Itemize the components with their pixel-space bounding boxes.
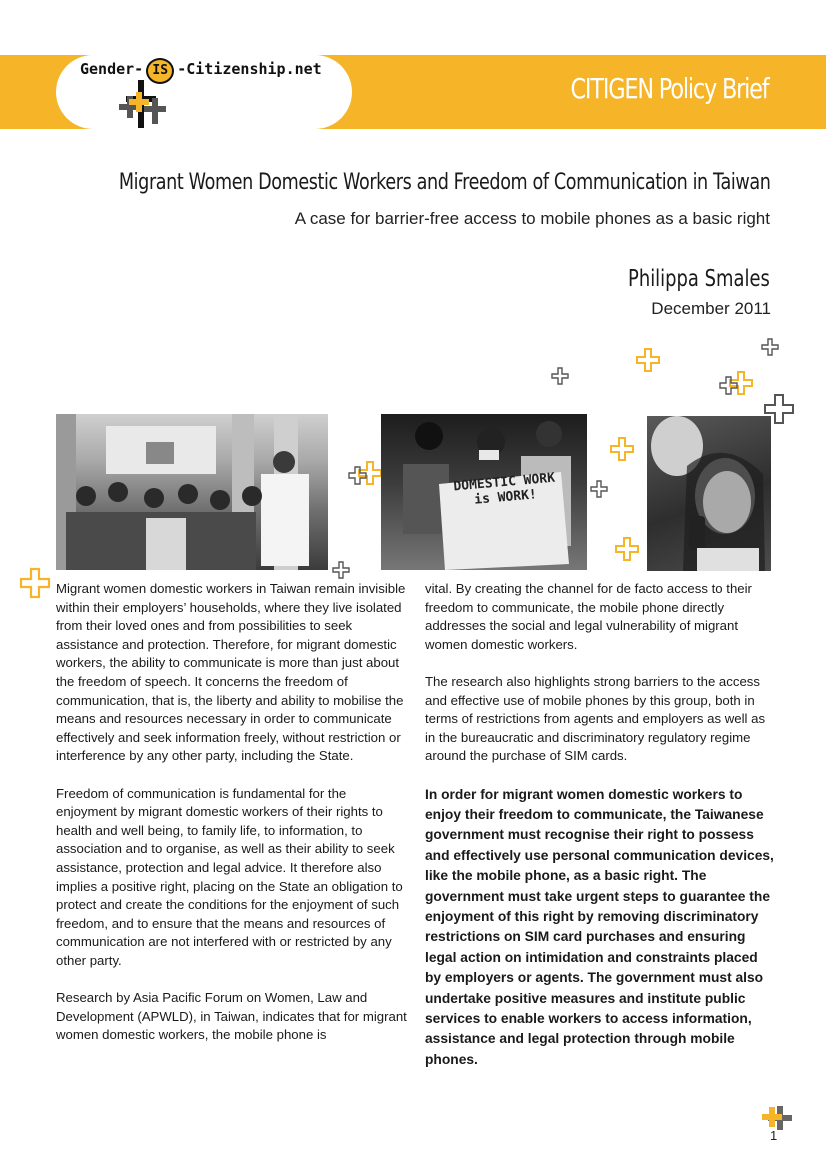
outline-plus-icon — [348, 466, 368, 486]
document-subtitle: A case for barrier-free access to mobile phones as a basic right — [294, 209, 770, 228]
photo-protest-sign — [381, 414, 587, 570]
logo-is-badge: IS — [146, 58, 174, 84]
photo-woman-on-phone — [647, 416, 771, 571]
body-column-left — [56, 580, 408, 1063]
plus-cross-icon — [762, 1104, 798, 1132]
outline-plus-icon — [590, 480, 608, 498]
publication-date: December 2011 — [651, 299, 771, 318]
body-paragraph: Freedom of communication is fundamental for the enjoyment by migrant domestic workers of their rights to health and well being, to family life, to information, to association and to organise, as well as their ability to seek assistance, protection and legal advice. It therefore also implies a positive right, placing on the State an obligation to protect and create the conditions for the enjoyment of such freedom, and to ensure that the means and resources of communication are not interfered with or restricted by any other party. — [56, 785, 403, 968]
outline-plus-icon — [761, 338, 779, 356]
body-paragraph: The research also highlights strong barriers to the access and effective use of mobile phones by this group, both in terms of restrictions from agents and employers as well as in the bureaucratic and discriminatory regulatory regime around the purchase of SIM cards. — [425, 673, 766, 764]
author-name: Philippa Smales — [628, 266, 770, 292]
logo-text-right: -Citizenship.net — [177, 60, 322, 78]
plus-cross-icon — [635, 347, 661, 373]
document-title: Migrant Women Domestic Workers and Freedom of Communication in Taiwan — [118, 170, 770, 195]
plus-cross-icon — [614, 536, 640, 562]
page-number: 1 — [770, 1128, 778, 1143]
protest-sign-text: DOMESTIC WORK is WORK! — [452, 470, 556, 508]
photo-workers-meeting — [56, 414, 328, 570]
body-paragraph: vital. By creating the channel for de facto access to their freedom to communicate, the mobile phone directly addresses the social and legal vulnerability of migrant women domestic workers. — [425, 581, 752, 652]
outline-plus-icon — [551, 367, 569, 385]
plus-cross-icon — [609, 436, 635, 462]
outline-plus-icon — [332, 561, 350, 579]
body-paragraph: Research by Asia Pacific Forum on Women, Law and Development (APWLD), in Taiwan, indicates that for migrant women domestic workers, the mobile phone is — [56, 990, 407, 1043]
recommendation-paragraph: In order for migrant women domestic workers to enjoy their freedom to communicate, the Taiwanese government must recognise their right to possess and effectively use personal communication devices, like the mobile phone, as a basic right. The government must take urgent steps to guarantee the enjoyment of this right by removing discriminatory restrictions on SIM card purchases and ensuring legal action on intimidation and constraints placed by employers or agents. The government must also undertake positive measures and institute public services to enable workers to access information, assistance and legal protection through mobile phones. — [425, 786, 774, 1067]
logo-text-left: Gender- — [80, 60, 144, 78]
body-paragraph: Migrant women domestic workers in Taiwan remain invisible within their employers’ households, where they live isolated from their loved ones and from possibilities to seek assistance and protection. Therefore, for migrant domestic workers, the ability to communicate is more than just about the freedom of speech. It concerns the freedom of communication, that is, the liberty and ability to mobilise the means and resources necessary in order to communicate effectively and seek information freely, without restriction or interference by any other party, including the State. — [56, 581, 406, 764]
plus-cross-icon — [19, 567, 51, 599]
female-symbol-logo-icon — [116, 74, 176, 130]
brief-series-title: CITIGEN Policy Brief — [570, 72, 768, 105]
body-column-right — [425, 580, 775, 1089]
outline-plus-icon — [719, 376, 739, 396]
